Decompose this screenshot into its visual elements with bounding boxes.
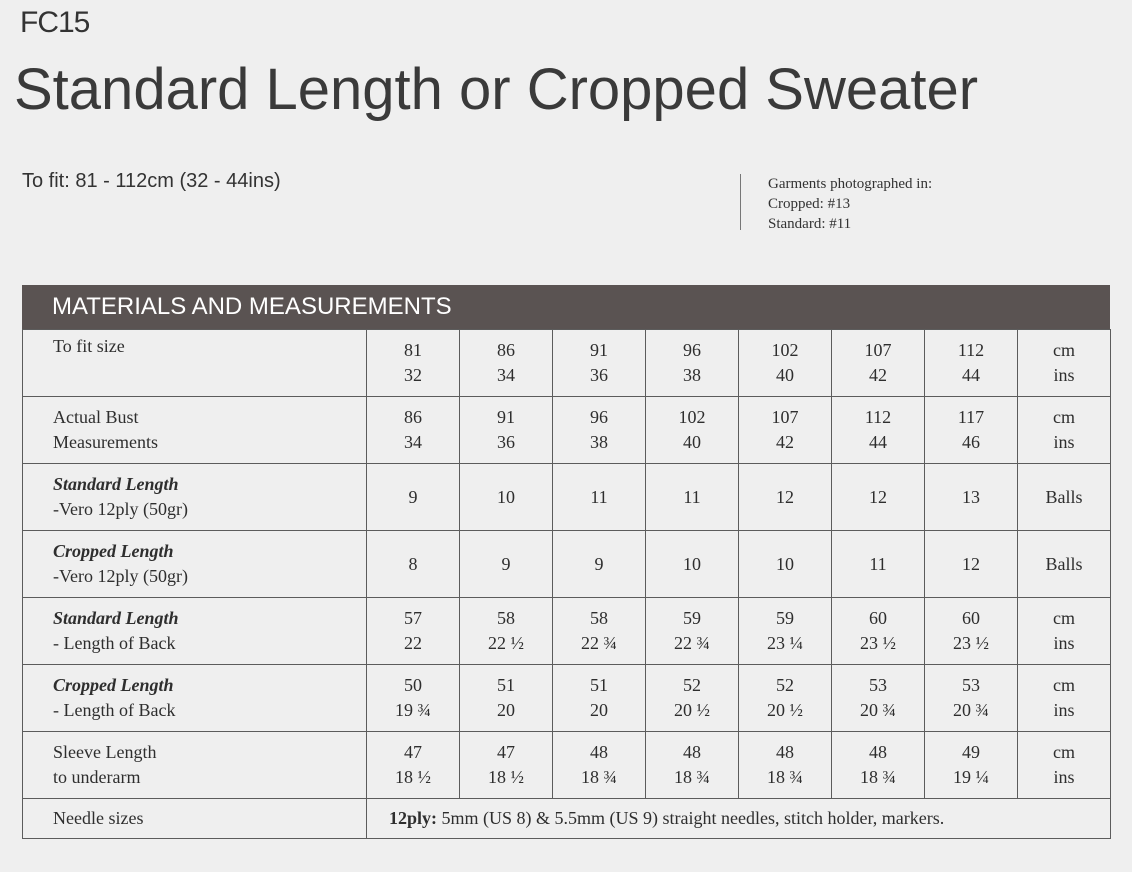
value-primary: 117	[957, 407, 985, 427]
needle-label: Needle sizes	[23, 799, 367, 839]
row-label	[23, 397, 367, 464]
size-value-cell	[832, 598, 925, 665]
value-secondary: 36	[590, 365, 608, 385]
unit-label: cm	[1053, 742, 1075, 762]
size-value-cell	[646, 598, 739, 665]
value-primary: 58	[590, 608, 608, 628]
section-header: MATERIALS AND MEASUREMENTS	[22, 285, 1110, 329]
size-value-cell	[367, 464, 460, 531]
row-label-main: Cropped Length	[53, 541, 174, 561]
value-primary: 102	[678, 407, 706, 427]
unit-cell	[1018, 732, 1111, 799]
unit-label: ins	[1053, 767, 1075, 787]
size-value-cell	[460, 330, 553, 397]
value-secondary: 19 ¾	[395, 700, 431, 720]
value-primary: 53	[962, 675, 980, 695]
size-value-cell	[646, 732, 739, 799]
value-primary: 57	[404, 608, 422, 628]
value-secondary: 38	[683, 365, 701, 385]
value-primary: 8	[408, 553, 418, 574]
row-label-main: Actual Bust	[53, 407, 139, 427]
value-primary: 48	[869, 742, 887, 762]
unit-label: ins	[1053, 633, 1075, 653]
value-primary: 52	[683, 675, 701, 695]
photographed-line: Cropped: #13	[768, 196, 851, 212]
value-primary: 47	[497, 742, 515, 762]
size-value-cell	[367, 732, 460, 799]
value-primary: 9	[501, 553, 511, 574]
value-primary: 9	[594, 553, 604, 574]
value-secondary: 23 ¼	[767, 633, 803, 653]
value-primary: 13	[962, 486, 980, 507]
unit-label: Balls	[1045, 553, 1083, 574]
value-primary: 102	[771, 340, 799, 360]
size-value-cell	[739, 732, 832, 799]
value-secondary: 23 ½	[953, 633, 989, 653]
value-primary: 48	[590, 742, 608, 762]
value-primary: 11	[590, 486, 608, 507]
row-label-main: Sleeve Length	[53, 742, 157, 762]
size-value-cell	[553, 464, 646, 531]
value-secondary: 46	[962, 432, 980, 452]
value-primary: 11	[869, 553, 887, 574]
unit-label: cm	[1053, 340, 1075, 360]
row-label-sub: - Length of Back	[53, 700, 176, 720]
size-value-cell	[832, 531, 925, 598]
size-value-cell	[739, 330, 832, 397]
value-primary: 59	[776, 608, 794, 628]
size-value-cell	[832, 397, 925, 464]
size-range: To fit: 81 - 112cm (32 - 44ins)	[22, 170, 281, 192]
unit-label: cm	[1053, 407, 1075, 427]
size-value-cell	[646, 397, 739, 464]
value-secondary: 34	[497, 365, 515, 385]
value-primary: 50	[404, 675, 422, 695]
size-value-cell	[553, 598, 646, 665]
value-secondary: 20 ½	[674, 700, 710, 720]
size-value-cell	[367, 330, 460, 397]
unit-cell	[1018, 330, 1111, 397]
value-secondary: 38	[590, 432, 608, 452]
value-primary: 12	[869, 486, 887, 507]
size-value-cell	[925, 464, 1018, 531]
unit-label: cm	[1053, 608, 1075, 628]
value-primary: 51	[497, 675, 515, 695]
unit-label: ins	[1053, 700, 1075, 720]
unit-label: ins	[1053, 432, 1075, 452]
unit-cell	[1018, 665, 1111, 732]
value-secondary: 20	[590, 700, 608, 720]
value-primary: 60	[962, 608, 980, 628]
value-primary: 107	[771, 407, 799, 427]
row-label-main: Standard Length	[53, 608, 179, 628]
size-value-cell	[646, 665, 739, 732]
value-secondary: 34	[404, 432, 422, 452]
pattern-code: FC15	[20, 6, 90, 39]
value-secondary: 18 ¾	[674, 767, 710, 787]
value-secondary: 22	[404, 633, 422, 653]
value-primary: 112	[864, 407, 892, 427]
photographed-line: Standard: #11	[768, 216, 852, 232]
measurements-grid	[22, 329, 1111, 839]
value-secondary: 36	[497, 432, 515, 452]
row-label-sub: Measurements	[53, 432, 158, 452]
value-primary: 96	[683, 340, 701, 360]
size-value-cell	[832, 665, 925, 732]
table-row	[23, 531, 1111, 598]
size-value-cell	[553, 330, 646, 397]
value-secondary: 18 ½	[488, 767, 524, 787]
size-value-cell	[460, 397, 553, 464]
size-value-cell	[832, 330, 925, 397]
needle-text: 5mm (US 8) & 5.5mm (US 9) straight needles, stitch holder, markers.	[437, 808, 945, 828]
size-value-cell	[367, 665, 460, 732]
page-title: Standard Length or Cropped Sweater	[14, 57, 979, 122]
row-label-main: To fit size	[53, 336, 125, 356]
table-row	[23, 397, 1111, 464]
value-primary: 112	[957, 340, 985, 360]
row-label-sub: to underarm	[53, 767, 141, 787]
row-label-sub: - Length of Back	[53, 633, 176, 653]
size-value-cell	[367, 531, 460, 598]
size-value-cell	[739, 598, 832, 665]
needle-ply: 12ply:	[389, 808, 438, 828]
value-primary: 86	[404, 407, 422, 427]
size-value-cell	[925, 397, 1018, 464]
size-value-cell	[646, 330, 739, 397]
table-row-needles	[23, 799, 1111, 839]
value-primary: 12	[962, 553, 980, 574]
value-primary: 53	[869, 675, 887, 695]
unit-label: ins	[1053, 365, 1075, 385]
row-label-main: Cropped Length	[53, 675, 174, 695]
size-value-cell	[460, 531, 553, 598]
row-label	[23, 464, 367, 531]
size-value-cell	[646, 464, 739, 531]
size-value-cell	[367, 397, 460, 464]
value-primary: 47	[404, 742, 422, 762]
table-row	[23, 665, 1111, 732]
value-primary: 81	[404, 340, 422, 360]
size-value-cell	[925, 531, 1018, 598]
size-value-cell	[832, 732, 925, 799]
value-secondary: 40	[776, 365, 794, 385]
size-value-cell	[460, 598, 553, 665]
size-value-cell	[553, 531, 646, 598]
size-value-cell	[367, 598, 460, 665]
size-value-cell	[832, 464, 925, 531]
value-secondary: 20	[497, 700, 515, 720]
unit-cell	[1018, 464, 1111, 531]
unit-cell	[1018, 598, 1111, 665]
size-value-cell	[553, 665, 646, 732]
size-value-cell	[739, 531, 832, 598]
value-secondary: 18 ¾	[860, 767, 896, 787]
value-primary: 91	[497, 407, 515, 427]
unit-label: Balls	[1045, 486, 1083, 507]
value-secondary: 42	[776, 432, 794, 452]
value-secondary: 44	[869, 432, 887, 452]
value-primary: 58	[497, 608, 515, 628]
row-label	[23, 531, 367, 598]
value-primary: 12	[776, 486, 794, 507]
value-primary: 51	[590, 675, 608, 695]
table-row	[23, 464, 1111, 531]
size-value-cell	[460, 665, 553, 732]
size-value-cell	[739, 397, 832, 464]
value-primary: 52	[776, 675, 794, 695]
value-secondary: 22 ½	[488, 633, 524, 653]
row-label	[23, 732, 367, 799]
row-label	[23, 598, 367, 665]
value-primary: 48	[683, 742, 701, 762]
size-value-cell	[646, 531, 739, 598]
value-secondary: 18 ¾	[581, 767, 617, 787]
value-secondary: 18 ¾	[767, 767, 803, 787]
value-secondary: 32	[404, 365, 422, 385]
size-value-cell	[460, 464, 553, 531]
row-label-main: Standard Length	[53, 474, 179, 494]
table-row	[23, 330, 1111, 397]
value-secondary: 22 ¾	[581, 633, 617, 653]
table-row	[23, 732, 1111, 799]
value-primary: 107	[864, 340, 892, 360]
photographed-note	[740, 174, 932, 230]
row-label	[23, 330, 367, 397]
size-value-cell	[925, 330, 1018, 397]
value-primary: 86	[497, 340, 515, 360]
size-value-cell	[460, 732, 553, 799]
value-primary: 59	[683, 608, 701, 628]
row-label-sub: -Vero 12ply (50gr)	[53, 566, 188, 586]
value-primary: 10	[497, 486, 515, 507]
value-primary: 91	[590, 340, 608, 360]
unit-label: cm	[1053, 675, 1075, 695]
value-primary: 96	[590, 407, 608, 427]
size-value-cell	[925, 665, 1018, 732]
row-label	[23, 665, 367, 732]
value-primary: 10	[776, 553, 794, 574]
value-primary: 48	[776, 742, 794, 762]
value-secondary: 20 ¾	[860, 700, 896, 720]
unit-cell	[1018, 531, 1111, 598]
value-primary: 10	[683, 553, 701, 574]
size-value-cell	[739, 665, 832, 732]
photographed-line: Garments photographed in:	[768, 176, 933, 192]
size-value-cell	[739, 464, 832, 531]
value-secondary: 42	[869, 365, 887, 385]
value-secondary: 40	[683, 432, 701, 452]
value-primary: 60	[869, 608, 887, 628]
size-value-cell	[553, 397, 646, 464]
value-secondary: 22 ¾	[674, 633, 710, 653]
unit-cell	[1018, 397, 1111, 464]
value-secondary: 44	[962, 365, 980, 385]
size-value-cell	[925, 732, 1018, 799]
value-primary: 9	[408, 486, 418, 507]
value-secondary: 20 ¾	[953, 700, 989, 720]
value-primary: 49	[962, 742, 980, 762]
value-secondary: 19 ¼	[953, 767, 989, 787]
value-secondary: 18 ½	[395, 767, 431, 787]
size-value-cell	[553, 732, 646, 799]
needle-details	[367, 799, 1111, 839]
value-secondary: 20 ½	[767, 700, 803, 720]
row-label-sub: -Vero 12ply (50gr)	[53, 499, 188, 519]
value-primary: 11	[683, 486, 701, 507]
table-row	[23, 598, 1111, 665]
measurements-table	[22, 285, 1110, 839]
value-secondary: 23 ½	[860, 633, 896, 653]
size-value-cell	[925, 598, 1018, 665]
